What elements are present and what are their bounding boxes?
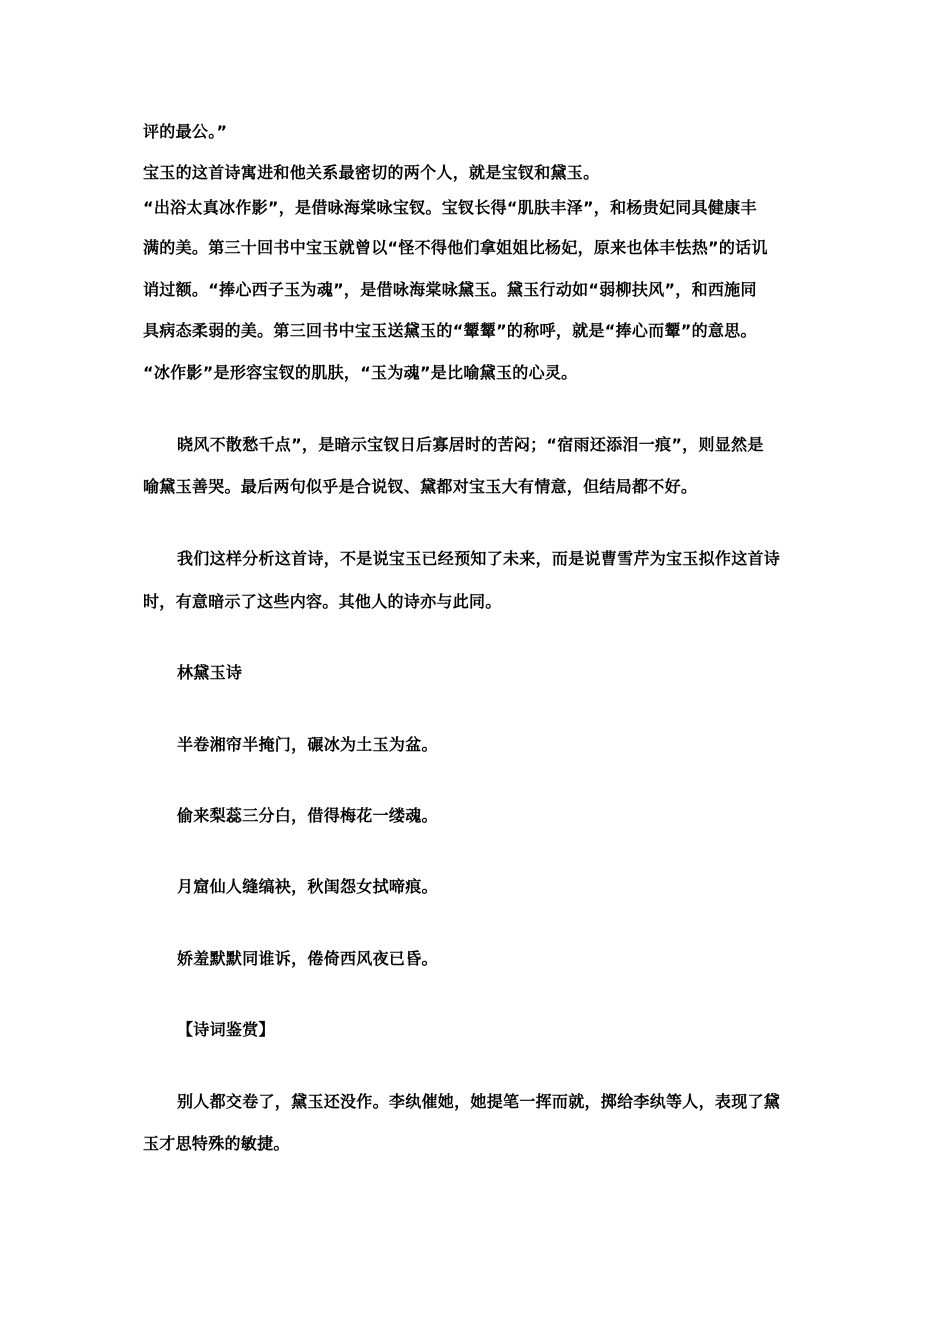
text-line: 评的最公。” [143,122,228,141]
section-heading: 【诗词鉴赏】 [177,1020,275,1039]
text-line: 喻黛玉善哭。最后两句似乎是合说钗、黛都对宝玉大有情意，但结局都不好。 [143,477,698,496]
text-line: 时，有意暗示了这些内容。其他人的诗亦与此同。 [143,592,502,611]
text-line: 玉才思特殊的敏捷。 [143,1134,290,1153]
poem-line: 娇羞默默同谁诉，倦倚西风夜已昏。 [177,949,438,968]
text-line: 晓风不散愁千点”，是暗示宝钗日后寡居时的苦闷；“宿雨还添泪一痕”，则显然是 [177,435,764,454]
text-line: 诮过额。“捧心西子玉为魂”，是借咏海棠咏黛玉。黛玉行动如“弱柳扶风”，和西施同 [143,280,757,299]
poem-title: 林黛玉诗 [177,663,243,682]
poem-line: 月窟仙人缝缟袂，秋闺怨女拭啼痕。 [177,877,438,896]
text-line: “出浴太真冰作影”，是借咏海棠咏宝钗。宝钗长得“肌肤丰泽”，和杨贵妃同具健康丰 [143,198,757,217]
text-line: “冰作影”是形容宝钗的肌肤，“玉为魂”是比喻黛玉的心灵。 [143,363,578,382]
poem-line: 偷来梨蕊三分白，借得梅花一缕魂。 [177,806,438,825]
text-line: 别人都交卷了，黛玉还没作。李纨催她，她提笔一挥而就，掷给李纨等人，表现了黛 [177,1092,781,1111]
text-line: 满的美。第三十回书中宝玉就曾以“怪不得他们拿姐姐比杨妃，原来也体丰怯热”的话讥 [143,238,768,257]
text-line: 我们这样分析这首诗，不是说宝玉已经预知了未来，而是说曹雪芹为宝玉拟作这首诗 [177,549,781,568]
text-line: 宝玉的这首诗寓进和他关系最密切的两个人，就是宝钗和黛玉。 [143,163,600,182]
text-line: 具病态柔弱的美。第三回书中宝玉送黛玉的“颦颦”的称呼，就是“捧心而颦”的意思。 [143,321,757,340]
poem-line: 半卷湘帘半掩门，碾冰为土玉为盆。 [177,735,438,754]
